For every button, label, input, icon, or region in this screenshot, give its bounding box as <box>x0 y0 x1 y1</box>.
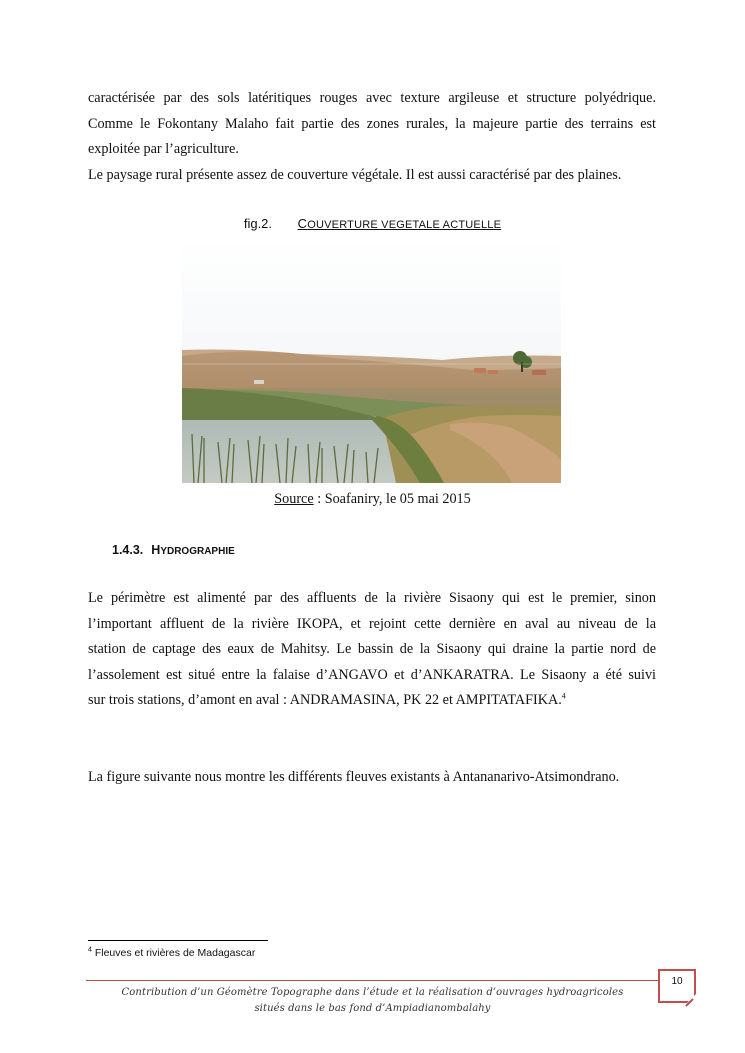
footnote-text: Fleuves et rivières de Madagascar <box>94 947 256 959</box>
text-line: exploitée par l’agriculture. <box>88 141 239 157</box>
text-line: Comme le Fokontany Malaho fait partie des zones rurales, la majeure partie des terrains est <box>88 115 656 132</box>
page-number-box <box>658 969 696 1003</box>
text-line: Le périmètre est alimenté par des affluents de la rivière Sisaony qui est le premier, sinon <box>88 590 656 606</box>
footnote <box>88 947 255 959</box>
landscape-photo <box>182 238 561 483</box>
section-heading: 1.4.3. HYDROGRAPHIE <box>112 543 235 557</box>
source-label: Source <box>274 491 314 507</box>
text-line: l’assolement est situé entre la falaise d’ANGAVO et d’ANKARATRA. Le Sisaony a été suivi <box>88 666 656 683</box>
hydrography-paragraph <box>88 586 656 714</box>
section-title: YDROGRAPHIE <box>160 546 235 557</box>
figure-source <box>0 491 745 508</box>
footer-divider <box>86 980 660 981</box>
text-line: La figure suivante nous montre les différents fleuves existants à Antananarivo-Atsimondrano. <box>88 769 620 785</box>
figure-caption <box>0 216 745 231</box>
text-line: station de captage des eaux de Mahitsy. Le bassin de la Sisaony qui draine la partie nord de <box>88 641 656 657</box>
intro-paragraph <box>88 86 656 188</box>
footnote-divider <box>88 940 268 941</box>
source-text: : Soafaniry, le 05 mai 2015 <box>313 491 471 507</box>
text-line: Le paysage rural présente assez de couverture végétale. Il est aussi caractérisé par des plaines. <box>88 166 622 183</box>
text-line: sur trois stations, d’amont en aval : ANDRAMASINA, PK 22 et AMPITATAFIKA.$^4$ <box>88 691 566 708</box>
footnote-marker: 4 <box>88 946 92 954</box>
page-number: 10 <box>671 976 683 987</box>
section-number: 1.4.3. <box>112 543 144 557</box>
figure-title: COUVERTURE VEGETALE ACTUELLE <box>297 216 502 231</box>
footer-text: Contribution d’un Géomètre Topographe dans l’étude et la réalisation d’ouvrages hydroagricoles situés dans le bas fond d’Ampiadianombalahy <box>121 987 624 1014</box>
text-line: caractérisée par des sols latéritiques rouges avec texture argileuse et structure polyédrique. <box>88 90 656 106</box>
footnote-reference[interactable]: 4 <box>561 691 566 701</box>
next-paragraph <box>88 765 656 791</box>
text-line: l’important affluent de la rivière IKOPA, et rejoint cette dernière en aval au niveau de la <box>88 615 656 632</box>
figure-number: fig.2. <box>243 216 273 231</box>
